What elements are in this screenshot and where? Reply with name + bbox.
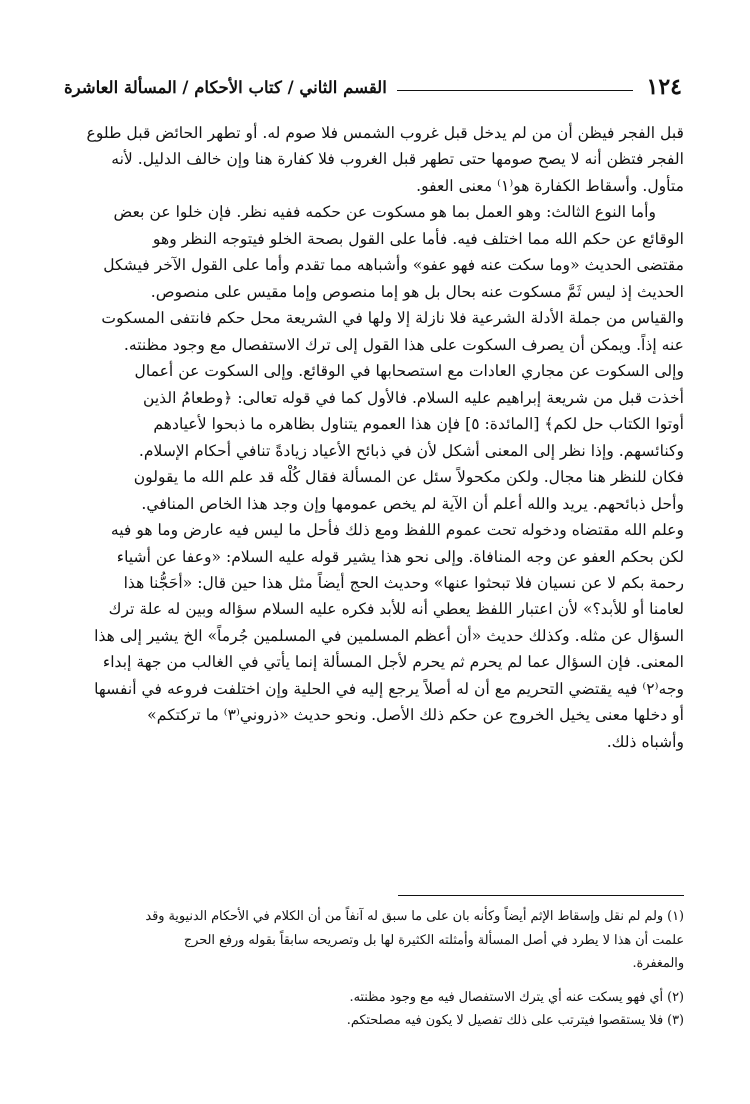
text-line: وأحل ذبائحهم. يريد والله أعلم أن الآية لم يخص عمومها وإن وجد هذا الخاص المنافي.: [141, 494, 684, 513]
footnote-separator: [398, 895, 684, 896]
footnote-3: (٣) فلا يستقصوا فيترتب على ذلك تفصيل لا يكون فيه مصلحتكم.: [346, 1013, 684, 1028]
text-line: قبل الفجر فيظن أن من لم يدخل قبل غروب الشمس فلا صوم له. أو تطهر الحائض قبل طلوع: [86, 124, 684, 142]
main-text: [62, 120, 684, 888]
text-line: أوتوا الكتاب حل لكم﴾ [المائدة: ٥] فإن هذا العموم يتناول بظاهره ما ذبحوا لأعيادهم: [153, 415, 684, 434]
text-line: الوقائع عن حكم الله مما اختلف فيه. فأما على القول بصحة الخلو فيتوجه النظر وهو: [152, 229, 684, 248]
text-line: عنه إذاً. ويمكن أن يصرف السكوت على هذا القول إلى ترك الاستفصال مع وجود مظنته.: [123, 335, 684, 354]
page-header: [64, 72, 682, 102]
footnote-1-line: والمغفرة.: [632, 956, 684, 971]
text-line: وعلم الله مقتضاه ودخوله تحت عموم اللفظ ومع ذلك فأحل ما ليس فيه عارض وما هو فيه: [110, 521, 684, 540]
text-line: لكن بحكم العفو عن وجه المنافاة. وإلى نحو هذا يشير قوله عليه السلام: «وعفا عن أشياء: [116, 547, 684, 566]
text-line: أخذت قبل من شريعة إبراهيم عليه السلام. فالأول كما في قوله تعالى: ﴿وطعامُ الذين: [142, 388, 684, 407]
footnote-gap: [62, 976, 684, 986]
footnote-1-line: (١) ولم لم نقل وإسقاط الإثم أيضاً وكأنه بان على ما سبق له آنفاً من أن الكلام في الأحكام الدنيوية وقد: [145, 909, 684, 924]
text-line: المعنى. فإن السؤال عما لم يحرم ثم يحرم لأجل المسألة إنما يأتي في الغالب من جهة إبداء: [102, 653, 684, 672]
text-line: وكنائسهم. وإذا نظر إلى المعنى أشكل لأن في ذبائح الأعياد زيادةً تنافي أحكام الإسلام.: [138, 441, 684, 460]
header-rule: [397, 90, 633, 91]
footnote-1-line: علمت أن هذا لا يطرد في أصل المسألة وأمثلته الكثيرة لها بل وتصريحه سابقاً بقوله ورفع الحرج: [183, 932, 684, 948]
text-line: متأول. وأسقاط الكفارة هو⁽١⁾ معنى العفو.: [416, 176, 684, 195]
text-line: الفجر فتظن أنه لا يصح صومها حتى تطهر قبل الغروب فلا كفارة هنا وإن خالف الدليل. لأنه: [111, 150, 684, 169]
text-line: وجه⁽٢⁾ فيه يقتضي التحريم مع أن له أصلاً يرجع إليه في الحلية وإن اختلفت فروعه في أنفسها: [94, 679, 684, 698]
text-line: لعامنا أو للأبد؟» لأن اعتبار اللفظ يعطي أنه للأبد فكره عليه السلام سؤاله وبين له علة ترك: [108, 600, 684, 619]
text-line: أو دخلها معنى يخيل الخروج عن حكم ذلك الأصل. ونحو حديث «ذروني⁽٣⁾ ما تركتكم»: [147, 706, 684, 725]
footnotes: [62, 905, 684, 1033]
text-line: الحديث إذ ليس ثَمَّ مسكوت عنه بحال بل هو إما منصوص وإما مقيس على منصوص.: [150, 282, 684, 301]
text-line: وإلى السكوت عن مجاري العادات مع استصحابها في الوقائع. وإلى السكوت عن أعمال: [134, 362, 684, 381]
text-line: وأما النوع الثالث: وهو العمل بما هو مسكوت عن حكمه ففيه نظر. فإن خلوا عن بعض: [113, 203, 656, 222]
page-number: ١٢٤: [646, 74, 682, 100]
text-line: مقتضى الحديث «وما سكت عنه فهو عفو» وأشباهه مما تقدم وأما على القول الآخر فيشكل: [103, 256, 684, 275]
footnote-2: (٢) أي فهو يسكت عنه أي يترك الاستفصال فيه مع وجود مظنته.: [349, 989, 684, 1005]
text-line: رحمة بكم لا عن نسيان فلا تبحثوا عنها» وحديث الحج أيضاً مثل هذا حين قال: «أحَجُّنا هذا: [123, 573, 684, 592]
text-line: وأشباه ذلك.: [606, 732, 684, 751]
text-line: والقياس من جملة الأدلة الشرعية فلا نازلة إلا ولها في الشريعة محل حكم فانتفى المسكوت: [101, 309, 684, 328]
running-title: القسم الثاني / كتاب الأحكام / المسألة العاشرة: [64, 77, 387, 97]
text-line: السؤال عن مثله. وكذلك حديث «أن أعظم المسلمين في المسلمين جُرماً» الخ يشير إلى هذا: [94, 626, 684, 645]
text-line: فكان للنظر هنا مجال. ولكن مكحولاً سئل عن المسألة فقال كُلْه قد علم الله ما يقولون: [133, 468, 684, 487]
